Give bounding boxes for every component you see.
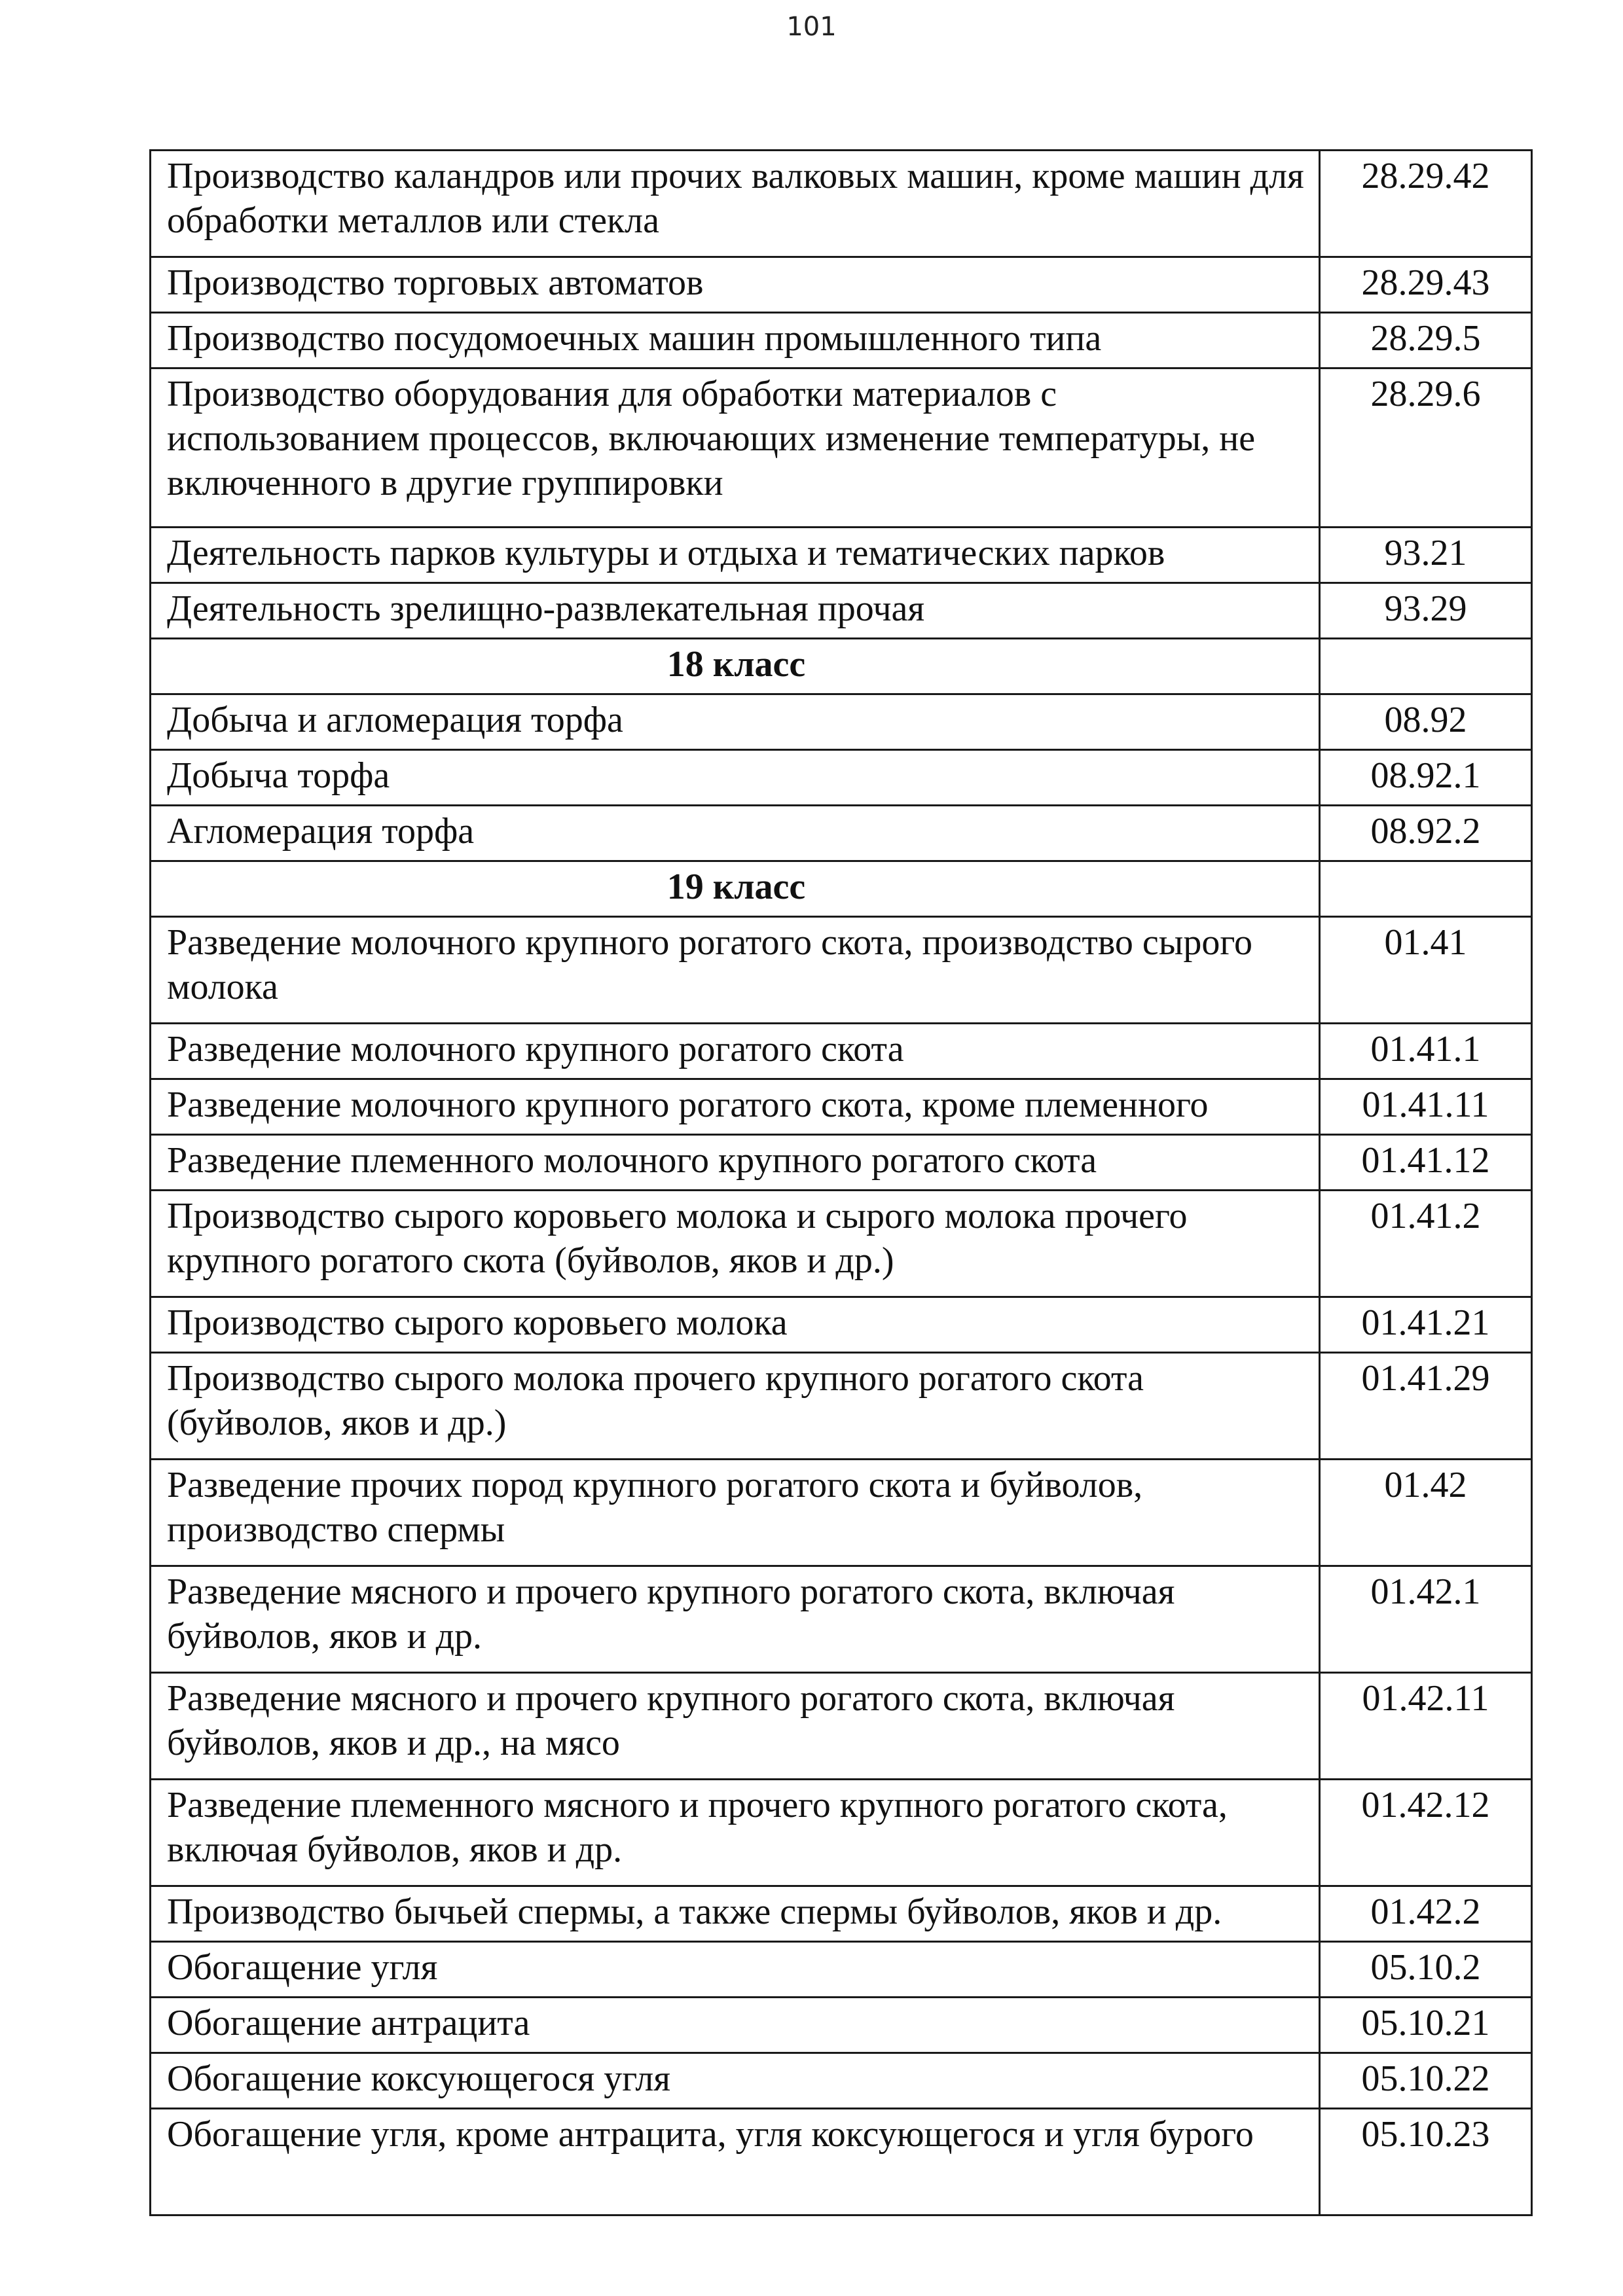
table-row [151,1566,1532,1673]
activity-name: Добыча и агломерация торфа [151,694,1320,750]
activity-name: Разведение мясного и прочего крупного рогатого скота, включая буйволов, яков и др. [151,1566,1320,1673]
activity-name: Производство торговых автоматов [151,257,1320,313]
activity-code: 01.41 [1320,917,1532,1024]
table-row [151,917,1532,1024]
activity-name: Разведение молочного крупного рогатого скота, производство сырого молока [151,917,1320,1024]
class-heading-row [151,861,1532,917]
activity-name: Добыча торфа [151,750,1320,806]
table-row [151,1079,1532,1135]
activity-code: 28.29.42 [1320,151,1532,257]
activity-code: 05.10.21 [1320,1998,1532,2053]
table-row [151,257,1532,313]
table-row [151,583,1532,639]
activity-name: Разведение племенного мясного и прочего крупного рогатого скота, включая буйволов, яков и др. [151,1780,1320,1886]
activity-code: 28.29.5 [1320,313,1532,368]
activity-name: Обогащение коксующегося угля [151,2053,1320,2109]
activity-code: 01.42.11 [1320,1673,1532,1780]
activity-name: Производство сырого коровьего молока [151,1297,1320,1353]
class-heading-label: 18 класс [151,639,1320,694]
activity-name: Разведение племенного молочного крупного рогатого скота [151,1135,1320,1191]
table-row [151,1460,1532,1566]
activity-name: Обогащение антрацита [151,1998,1320,2053]
activity-code: 05.10.22 [1320,2053,1532,2109]
table-row [151,528,1532,583]
activity-name: Производство каландров или прочих валковых машин, кроме машин для обработки металлов или стекла [151,151,1320,257]
activity-name: Обогащение угля, кроме антрацита, угля коксующегося и угля бурого [151,2109,1320,2215]
activity-code [1320,861,1532,917]
table-row [151,1673,1532,1780]
page-number: 101 [786,12,837,42]
table-row [151,151,1532,257]
activity-name: Производство сырого коровьего молока и сырого молока прочего крупного рогатого скота (буйволов, яков и др.) [151,1191,1320,1297]
activity-name: Разведение молочного крупного рогатого скота, кроме племенного [151,1079,1320,1135]
table-row [151,1191,1532,1297]
table-row [151,368,1532,528]
activity-name: Разведение прочих пород крупного рогатого скота и буйволов, производство спермы [151,1460,1320,1566]
table-row [151,1135,1532,1191]
activity-code: 01.41.12 [1320,1135,1532,1191]
table-row [151,2109,1532,2215]
activity-name: Производство сырого молока прочего крупного рогатого скота (буйволов, яков и др.) [151,1353,1320,1460]
table-row [151,1942,1532,1998]
activity-name: Производство посудомоечных машин промышленного типа [151,313,1320,368]
activity-name: Деятельность зрелищно-развлекательная прочая [151,583,1320,639]
activity-code: 01.42.2 [1320,1886,1532,1942]
activity-classification-table [149,149,1533,2216]
table-row [151,694,1532,750]
activity-code: 01.41.21 [1320,1297,1532,1353]
table-row [151,1998,1532,2053]
table-row [151,1297,1532,1353]
activity-name: Производство оборудования для обработки материалов с использованием процессов, включающих изменение температуры, не включенного в другие группировки [151,368,1320,528]
activity-code: 08.92.1 [1320,750,1532,806]
activity-code: 28.29.43 [1320,257,1532,313]
activity-code: 01.42 [1320,1460,1532,1566]
activity-name: Производство бычьей спермы, а также спермы буйволов, яков и др. [151,1886,1320,1942]
activity-code: 01.41.29 [1320,1353,1532,1460]
activity-code: 93.21 [1320,528,1532,583]
table-row [151,806,1532,861]
table-row [151,1024,1532,1079]
table-row [151,313,1532,368]
activity-code: 01.42.1 [1320,1566,1532,1673]
activity-code: 01.41.11 [1320,1079,1532,1135]
activity-code: 93.29 [1320,583,1532,639]
activity-code: 01.41.2 [1320,1191,1532,1297]
activity-code: 05.10.2 [1320,1942,1532,1998]
activity-name: Деятельность парков культуры и отдыха и тематических парков [151,528,1320,583]
activity-name: Обогащение угля [151,1942,1320,1998]
activity-code: 08.92.2 [1320,806,1532,861]
class-heading-row [151,639,1532,694]
table-row [151,1780,1532,1886]
activity-code: 01.42.12 [1320,1780,1532,1886]
table-body [151,151,1532,2215]
activity-code: 01.41.1 [1320,1024,1532,1079]
table-row [151,750,1532,806]
class-heading-label: 19 класс [151,861,1320,917]
table-row [151,1886,1532,1942]
table-row [151,1353,1532,1460]
activity-name: Разведение молочного крупного рогатого скота [151,1024,1320,1079]
activity-name: Агломерация торфа [151,806,1320,861]
table-row [151,2053,1532,2109]
activity-code: 28.29.6 [1320,368,1532,528]
activity-code: 05.10.23 [1320,2109,1532,2215]
activity-code: 08.92 [1320,694,1532,750]
activity-name: Разведение мясного и прочего крупного рогатого скота, включая буйволов, яков и др., на мясо [151,1673,1320,1780]
activity-code [1320,639,1532,694]
